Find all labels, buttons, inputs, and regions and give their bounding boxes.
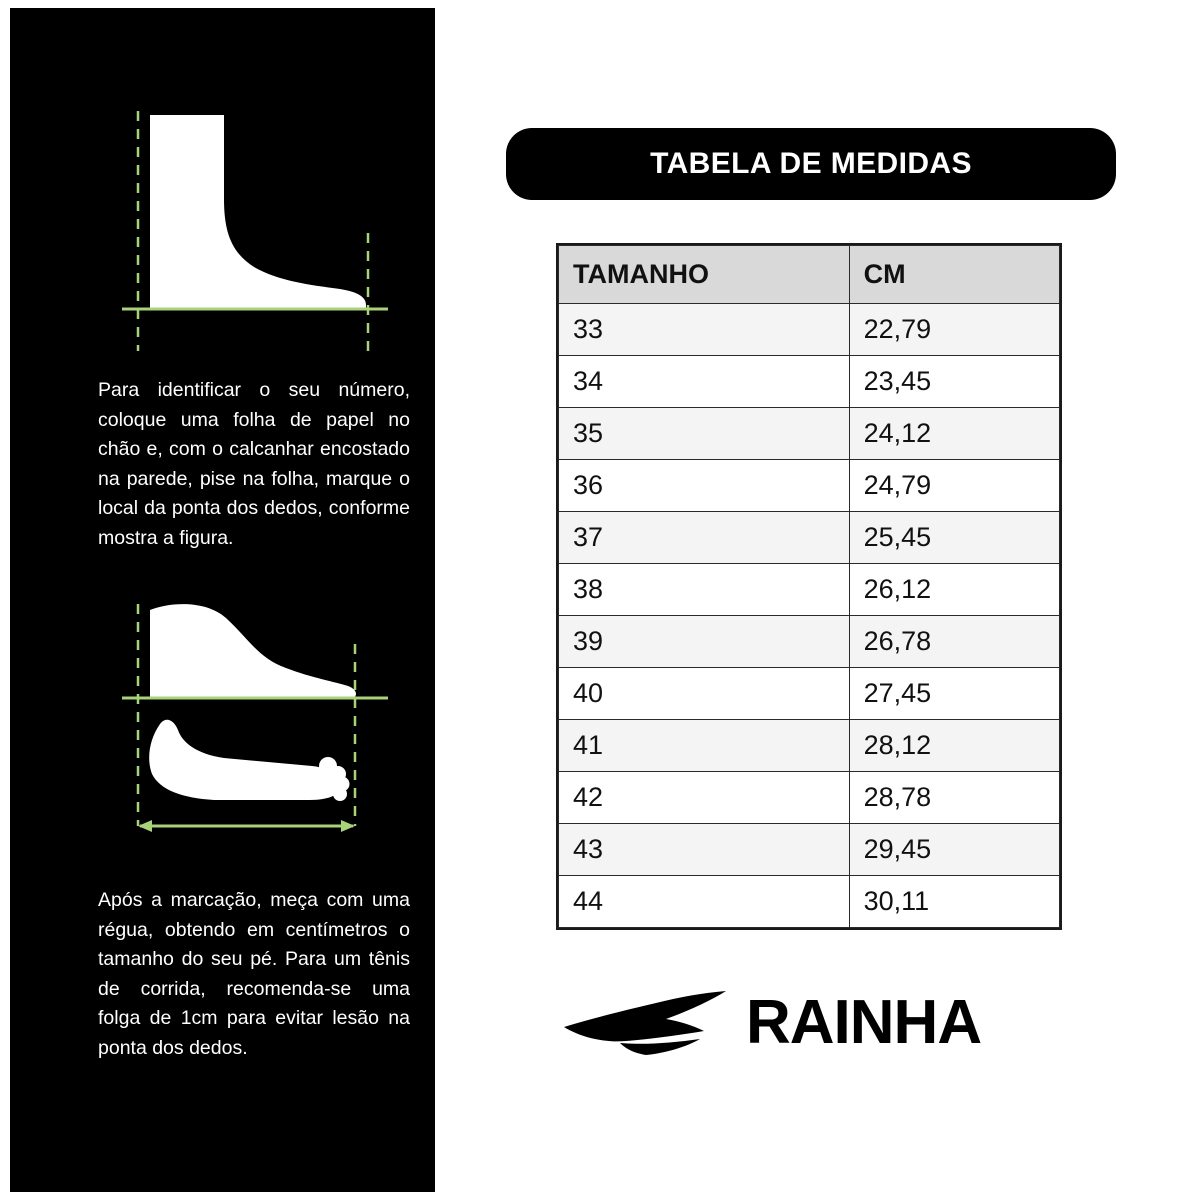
page-title bbox=[506, 128, 1116, 200]
instruction-text-1: Para identificar o seu número, coloque uma folha de papel no chão e, com o calcanhar encostado na parede, pise na folha, marque o local da ponta dos dedos, conforme mostra a figura. bbox=[98, 379, 410, 549]
cell-size: 41 bbox=[559, 720, 850, 772]
column-header-cm: CM bbox=[849, 246, 1059, 304]
table-row bbox=[559, 876, 1060, 928]
brand-logo bbox=[560, 975, 1030, 1071]
column-header-size: TAMANHO bbox=[559, 246, 850, 304]
instruction-text-2: Após a marcação, meça com uma régua, obtendo em centímetros o tamanho do seu pé. Para um tênis de corrida, recomenda-se uma folga de 1cm para evitar lesão na ponta dos dedos. bbox=[98, 889, 410, 1059]
table-header-row bbox=[559, 246, 1060, 304]
table-row bbox=[559, 356, 1060, 408]
cell-size: 35 bbox=[559, 408, 850, 460]
cell-cm: 28,78 bbox=[849, 772, 1059, 824]
cell-size: 42 bbox=[559, 772, 850, 824]
table-row bbox=[559, 304, 1060, 356]
cell-size: 40 bbox=[559, 668, 850, 720]
cell-cm: 27,45 bbox=[849, 668, 1059, 720]
cell-size: 44 bbox=[559, 876, 850, 928]
cell-cm: 26,78 bbox=[849, 616, 1059, 668]
cell-size: 34 bbox=[559, 356, 850, 408]
cell-cm: 24,12 bbox=[849, 408, 1059, 460]
table-row bbox=[559, 460, 1060, 512]
cell-cm: 30,11 bbox=[849, 876, 1059, 928]
rainha-swoosh-icon bbox=[560, 983, 740, 1063]
cell-cm: 25,45 bbox=[849, 512, 1059, 564]
cell-cm: 24,79 bbox=[849, 460, 1059, 512]
table-row bbox=[559, 408, 1060, 460]
table-row bbox=[559, 824, 1060, 876]
side-view-foot-measure-illustration bbox=[10, 103, 435, 363]
cell-size: 37 bbox=[559, 512, 850, 564]
cell-size: 36 bbox=[559, 460, 850, 512]
brand-name: RAINHA bbox=[746, 988, 982, 1057]
table-row bbox=[559, 720, 1060, 772]
top-and-side-foot-measure-illustration bbox=[10, 598, 435, 863]
cell-cm: 26,12 bbox=[849, 564, 1059, 616]
cell-cm: 23,45 bbox=[849, 356, 1059, 408]
cell-cm: 29,45 bbox=[849, 824, 1059, 876]
table-row bbox=[559, 668, 1060, 720]
cell-size: 38 bbox=[559, 564, 850, 616]
table-row bbox=[559, 616, 1060, 668]
cell-size: 33 bbox=[559, 304, 850, 356]
page-title-text: TABELA DE MEDIDAS bbox=[650, 147, 972, 180]
instructions-panel bbox=[10, 8, 435, 1192]
cell-size: 43 bbox=[559, 824, 850, 876]
table-row bbox=[559, 772, 1060, 824]
cell-cm: 28,12 bbox=[849, 720, 1059, 772]
table-row bbox=[559, 512, 1060, 564]
size-table bbox=[556, 243, 1062, 930]
cell-cm: 22,79 bbox=[849, 304, 1059, 356]
table-row bbox=[559, 564, 1060, 616]
cell-size: 39 bbox=[559, 616, 850, 668]
